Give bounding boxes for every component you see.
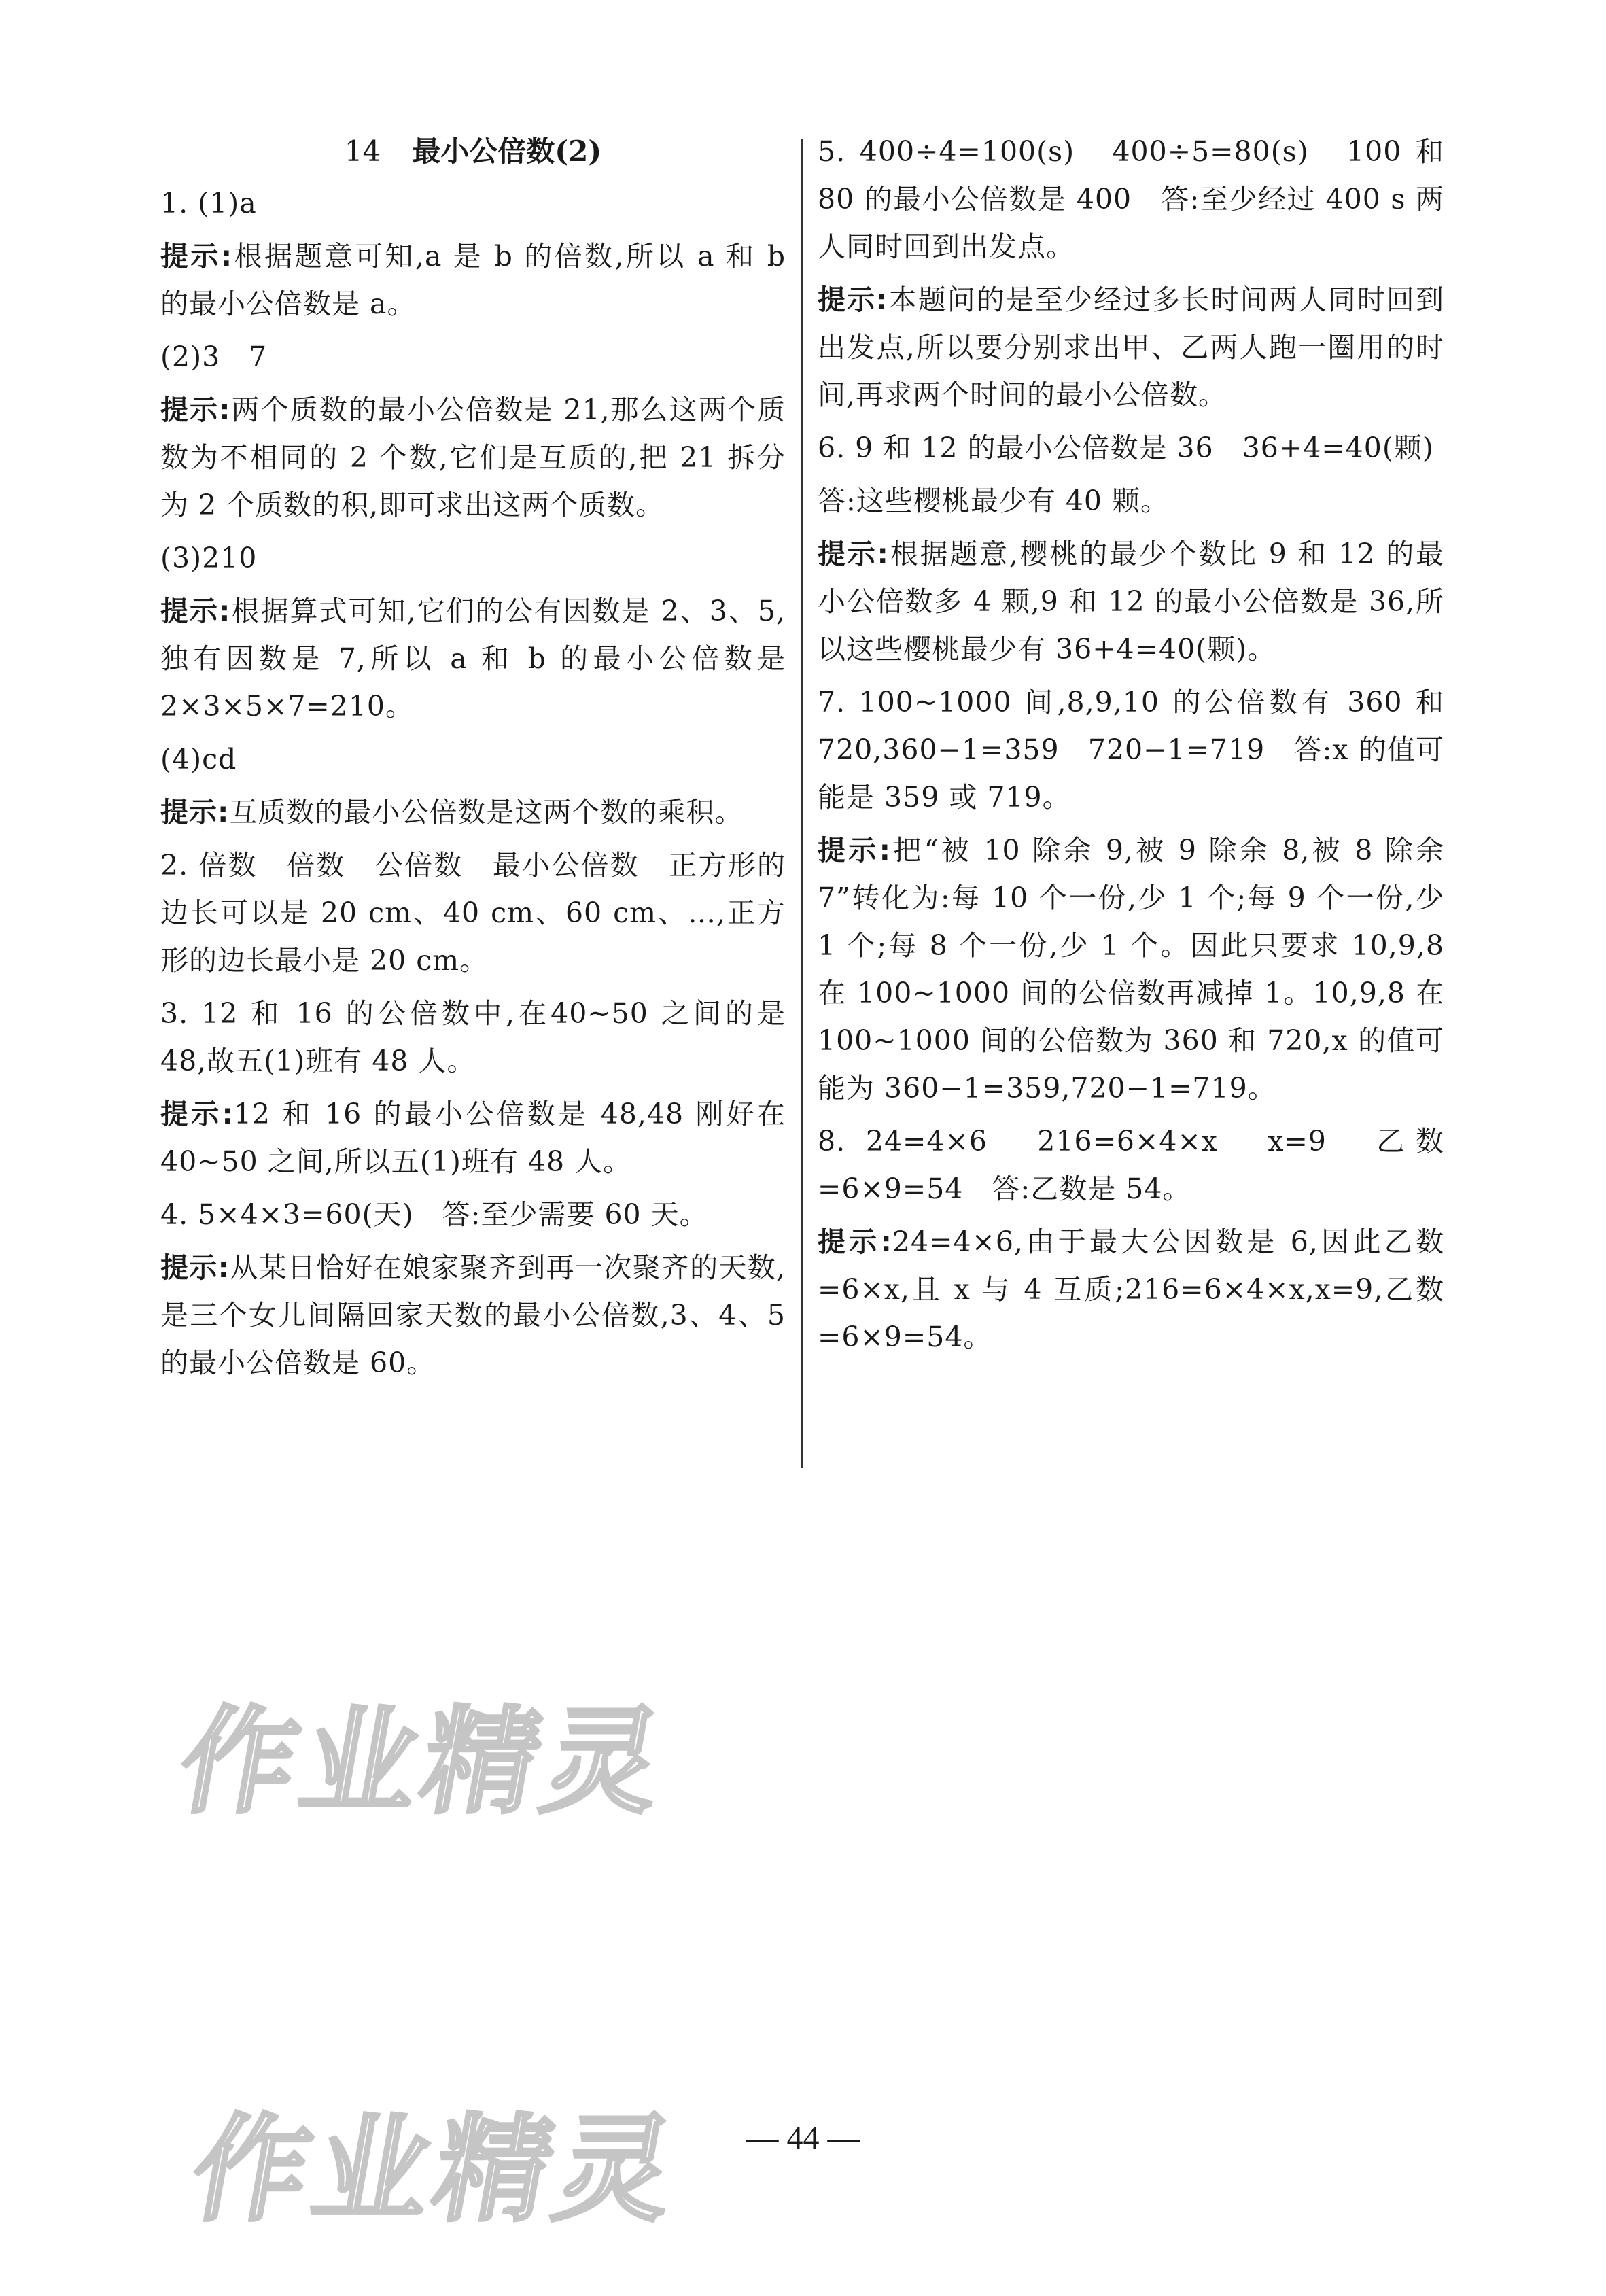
hint-text: 本题问的是至少经过多长时间两人同时回到出发点,所以要分别求出甲、乙两人跑一圈用的时间,再求两个时间的最小公倍数。 xyxy=(818,283,1445,411)
answer-text: 1. (1)a xyxy=(160,187,257,220)
hint-paragraph xyxy=(160,386,786,529)
left-answers xyxy=(160,179,786,1387)
answer-text: (4)cd xyxy=(160,743,237,776)
hint-label: 提示: xyxy=(160,796,230,829)
answer-paragraph xyxy=(818,678,1444,821)
hint-label: 提示: xyxy=(160,1251,230,1284)
answer-paragraph xyxy=(818,424,1444,472)
hint-label: 提示: xyxy=(160,1098,234,1130)
answer-paragraph xyxy=(160,990,786,1085)
answer-text: 7. 100~1000 间,8,9,10 的公倍数有 360 和 720,360−1=359 720−1=719 答:x 的值可能是 359 或 719。 xyxy=(818,686,1444,814)
section-number: 14 xyxy=(344,135,381,168)
hint-paragraph xyxy=(818,530,1444,673)
answer-paragraph xyxy=(160,841,786,984)
hint-paragraph xyxy=(818,1218,1444,1361)
hint-label: 提示: xyxy=(160,394,231,426)
hint-paragraph xyxy=(818,276,1444,419)
hint-paragraph xyxy=(160,1090,786,1185)
answer-paragraph xyxy=(160,333,786,381)
watermark-logo: 作业精灵 xyxy=(169,1695,678,1830)
hint-paragraph xyxy=(160,1244,786,1387)
hint-label: 提示: xyxy=(818,1225,892,1258)
answer-text: (3)210 xyxy=(160,542,258,574)
hint-paragraph xyxy=(160,587,786,730)
answer-paragraph xyxy=(818,477,1444,525)
right-answers xyxy=(818,128,1444,1361)
hint-text: 两个质数的最小公倍数是 21,那么这两个质数为不相同的 2 个数,它们是互质的,把 21 拆分为 2 个质数的积,即可求出这两个质数。 xyxy=(160,394,786,521)
hint-text: 把“被 10 除余 9,被 9 除余 8,被 8 除余 7”转化为:每 10 个一份,少 1 个;每 9 个一份,少 1 个;每 8 个一份,少 1 个。因此只要求 10,9,8 在 100~1000 间的公倍数再减掉 1。10,9,8 在 100~1000 间的公倍数为 360 和 720,x 的值可能为 360−1=359,720−1=719。 xyxy=(818,834,1444,1104)
watermark-logo-bottom: 作业精灵 xyxy=(181,2103,690,2238)
answer-paragraph xyxy=(160,735,786,783)
hint-label: 提示: xyxy=(160,595,231,627)
answer-paragraph xyxy=(818,128,1444,271)
hint-text: 根据题意可知,a 是 b 的倍数,所以 a 和 b 的最小公倍数是 a。 xyxy=(160,240,786,320)
answer-paragraph xyxy=(160,534,786,582)
hint-text: 根据题意,樱桃的最少个数比 9 和 12 的最小公倍数多 4 颗,9 和 12 的最小公倍数是 36,所以这些樱桃最少有 36+4=40(颗)。 xyxy=(818,538,1444,665)
hint-label: 提示: xyxy=(160,240,233,273)
answer-text: 4. 5×4×3=60(天) 答:至少需要 60 天。 xyxy=(160,1198,708,1231)
hint-label: 提示: xyxy=(818,283,888,316)
answer-text: 答:这些樱桃最少有 40 颗。 xyxy=(818,485,1170,517)
hint-paragraph xyxy=(818,827,1444,1112)
hint-paragraph xyxy=(160,788,786,836)
hint-text: 24=4×6,由于最大公因数是 6,因此乙数=6×x,且 x 与 4 互质;216=6×4×x,x=9,乙数=6×9=54。 xyxy=(818,1225,1444,1353)
hint-text: 从某日恰好在娘家聚齐到再一次聚齐的天数,是三个女儿间隔回家天数的最小公倍数,3、4、5 的最小公倍数是 60。 xyxy=(160,1251,786,1379)
answer-text: 2. 倍数 倍数 公倍数 最小公倍数 正方形的边长可以是 20 cm、40 cm、60 cm、…,正方形的边长最小是 20 cm。 xyxy=(160,849,786,977)
answer-paragraph xyxy=(160,1191,786,1238)
hint-label: 提示: xyxy=(818,538,889,570)
answer-text: (2)3 7 xyxy=(160,341,268,373)
section-title xyxy=(160,128,786,175)
hint-text: 互质数的最小公倍数是这两个数的乘积。 xyxy=(229,796,744,829)
answer-text: 5. 400÷4=100(s) 400÷5=80(s) 100 和 80 的最小公倍数是 400 答:至少经过 400 s 两人同时回到出发点。 xyxy=(818,135,1444,263)
answer-text: 6. 9 和 12 的最小公倍数是 36 36+4=40(颗) xyxy=(818,432,1434,464)
answer-paragraph xyxy=(160,179,786,227)
column-divider xyxy=(801,139,803,1468)
hint-paragraph xyxy=(160,232,786,328)
section-heading: 最小公倍数(2) xyxy=(412,135,602,168)
left-column xyxy=(160,128,786,1392)
answer-text: 3. 12 和 16 的公倍数中,在40~50 之间的是 48,故五(1)班有 48 人。 xyxy=(160,997,786,1077)
right-column xyxy=(818,128,1444,1366)
answer-paragraph xyxy=(818,1117,1444,1213)
hint-text: 根据算式可知,它们的公有因数是 2、3、5,独有因数是 7,所以 a 和 b 的最小公倍数是 2×3×5×7=210。 xyxy=(160,595,786,723)
page-number: — 44 — xyxy=(746,2120,860,2156)
hint-text: 12 和 16 的最小公倍数是 48,48 刚好在 40~50 之间,所以五(1)班有 48 人。 xyxy=(160,1098,786,1178)
answer-text: 8. 24=4×6 216=6×4×x x=9 乙数=6×9=54 答:乙数是 54。 xyxy=(818,1125,1444,1205)
hint-label: 提示: xyxy=(818,834,891,867)
